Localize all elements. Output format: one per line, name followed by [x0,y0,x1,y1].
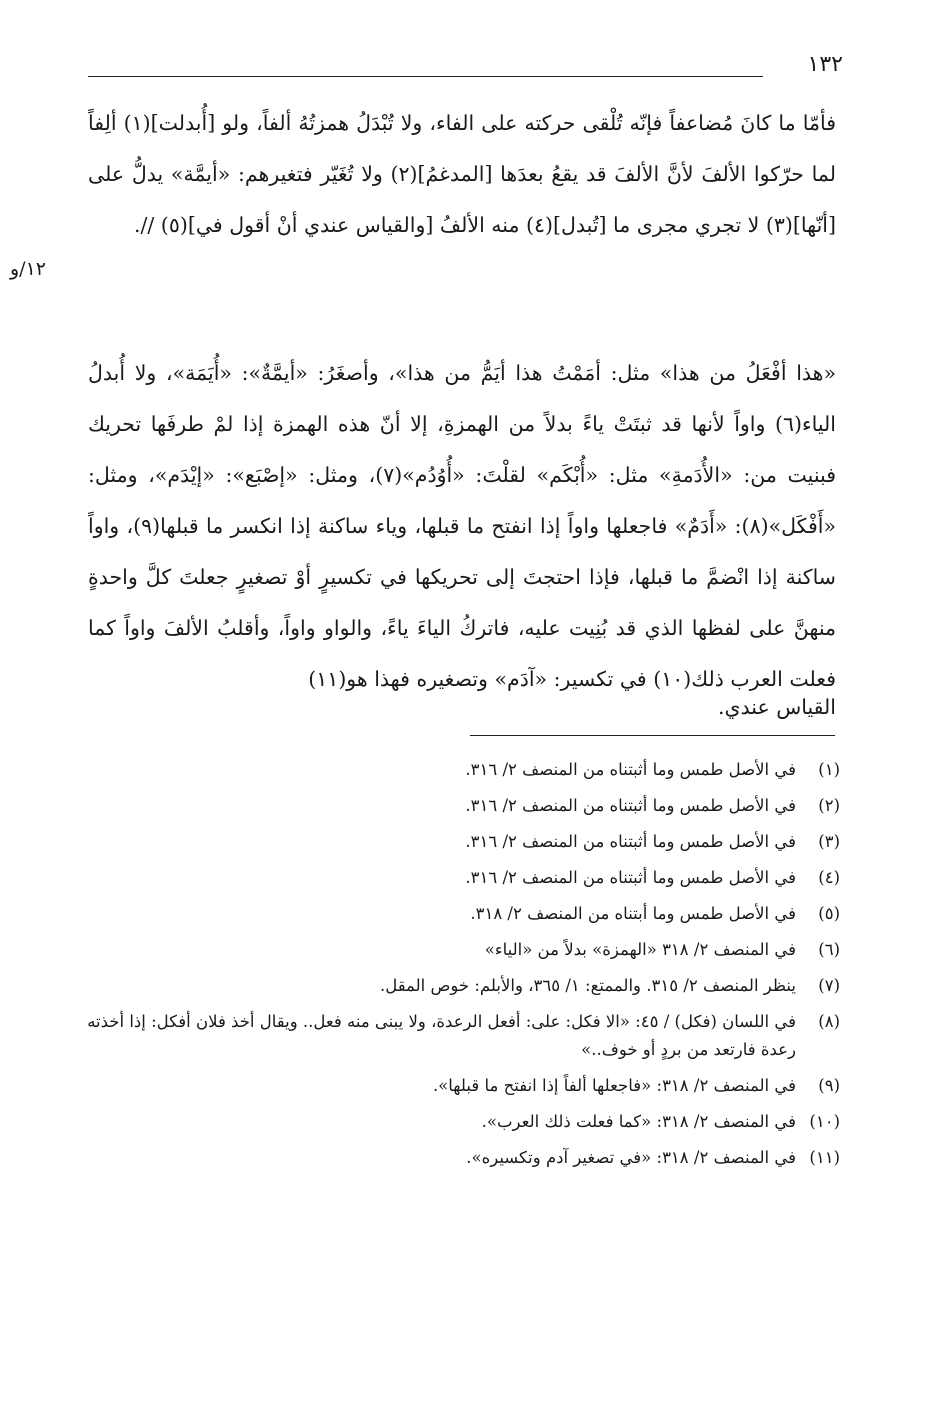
footnote-text: في الأصل طمس وما أثبتناه من المنصف ٢/ ٣١٦. [465,832,796,851]
footnote-text: في الأصل طمس وما أثبتناه من المنصف ٢/ ٣١٦. [465,868,796,887]
footnote-text: في المنصف ٢/ ٣١٨ «الهمزة» بدلاً من «الياء» [484,940,796,959]
footnote-text: في المنصف ٢/ ٣١٨: «فاجعلها ألفاً إذا انفتح ما قبلها». [432,1076,796,1095]
footnote-item [80,1140,840,1176]
footnote-text: في الأصل طمس وما أثبتناه من المنصف ٢/ ٣١٦. [465,796,796,815]
footnote-number: (٦) [818,940,840,959]
footnote-number: (٧) [818,976,840,995]
body-paragraph-1: فأمّا ما كانَ مُضاعفاً فإنّه تُلْقى حركته على الفاء، ولا تُبْدَلُ همزتُهُ ألفاً، ولو [أُبدلت](١) ألِفاً لما حرّكوا الألفَ لأنَّ الألفَ قد يقعُ بعدَها [المدغمُ](٢) ولا تُغَيّر فتغيرهم: «أيمَّة» يدلُّ على [أنّها](٣) لا تجري مجرى ما [تُبدل](٤) منه الألفُ [والقياس عندي أنْ أقول في](٥) //. [88,111,836,237]
footnote-number: (٨) [818,1012,840,1031]
footnotes-list [80,752,840,1176]
footnote-item [80,824,840,860]
footnote-number: (١١) [809,1148,840,1167]
footnote-rule [470,735,835,736]
footnote-text: في المنصف ٢/ ٣١٨: «في تصغير آدم وتكسيره». [466,1148,796,1167]
header-rule [88,76,763,77]
footnote-item [80,860,840,896]
footnote-text: في المنصف ٢/ ٣١٨: «كما فعلت ذلك العرب». [481,1112,796,1131]
footnote-item [80,752,840,788]
footnote-number: (٥) [818,904,840,923]
footnote-number: (٣) [818,832,840,851]
footnote-item [80,968,840,1004]
footnote-item [80,1104,840,1140]
footnote-number: (١٠) [809,1112,840,1131]
folio-margin-note: ١٢/و [10,258,46,280]
body-paragraph-2: «هذا أفْعَلُ من هذا» مثل: أمَمْتُ هذا أيَمُّ من هذا»، وأصغَرُ: «أيمَّةٌ»: «أُيَمَة»، ولا أُبدلُ الياء(٦) واواً لأنها قد ثبتَتْ ياءً بدلاً من الهمزةِ، إلا أنّ هذه الهمزة إذا لمْ طرفَها تحريك فبنيت من: «الأُدَمةِ» مثل: «أُبْكَم» لقلْتَ: «أُوُدُم»(٧)، ومثل: «إصْبَع»: «إيْدَم»، ومثل: «أَفْكَل»(٨): «أَدَمٌ» فاجعلها واواً إذا انفتح ما قبلها، وياء ساكنة إذا انكسر ما قبلها(٩)، واواً ساكنة إذا انْضمَّ ما قبلها، فإذا احتجتَ إلى تحريكها في تكسيرٍ أوْ تصغيرٍ جعلتَ كلَّ واحدةٍ منهنَّ على لفظها الذي قد بُنِيت عليه، فاتركُ الياءَ ياءً، والواو واواً، وأقلبُ الألفَ واواً كما فعلت العرب ذلك(١٠) في تكسير: «آدَم» وتصغيره فهذا هو(١١) [88,361,837,691]
footnote-text: في الأصل طمس وما أبتناه من المنصف ٢/ ٣١٨. [470,904,796,923]
body-paragraph-2-end: القياس عندي. [717,695,836,719]
footnote-item [80,932,840,968]
footnote-item [80,1068,840,1104]
footnote-item [80,896,840,932]
footnote-item [80,788,840,824]
page-number: ١٣٢ [807,52,843,77]
footnote-number: (٤) [818,868,840,887]
footnote-number: (٩) [818,1076,840,1095]
footnote-number: (٢) [818,796,840,815]
footnote-text: في الأصل طمس وما أثبتناه من المنصف ٢/ ٣١٦. [465,760,796,779]
footnote-item [80,1004,840,1068]
footnote-number: (١) [818,760,840,779]
footnote-text: ينظر المنصف ٢/ ٣١٥. والممتع: ١/ ٣٦٥، والأبلم: خوص المقل. [379,976,796,995]
footnote-text: في اللسان (فكل) / ٤٥: «الا فكل: على: أفعل الرعدة، ولا يبنى منه فعل.. ويقال أخذ فلان أفكل: إذا أخذته رعدة فارتعد من بردٍ أو خوف..» [87,1012,796,1059]
